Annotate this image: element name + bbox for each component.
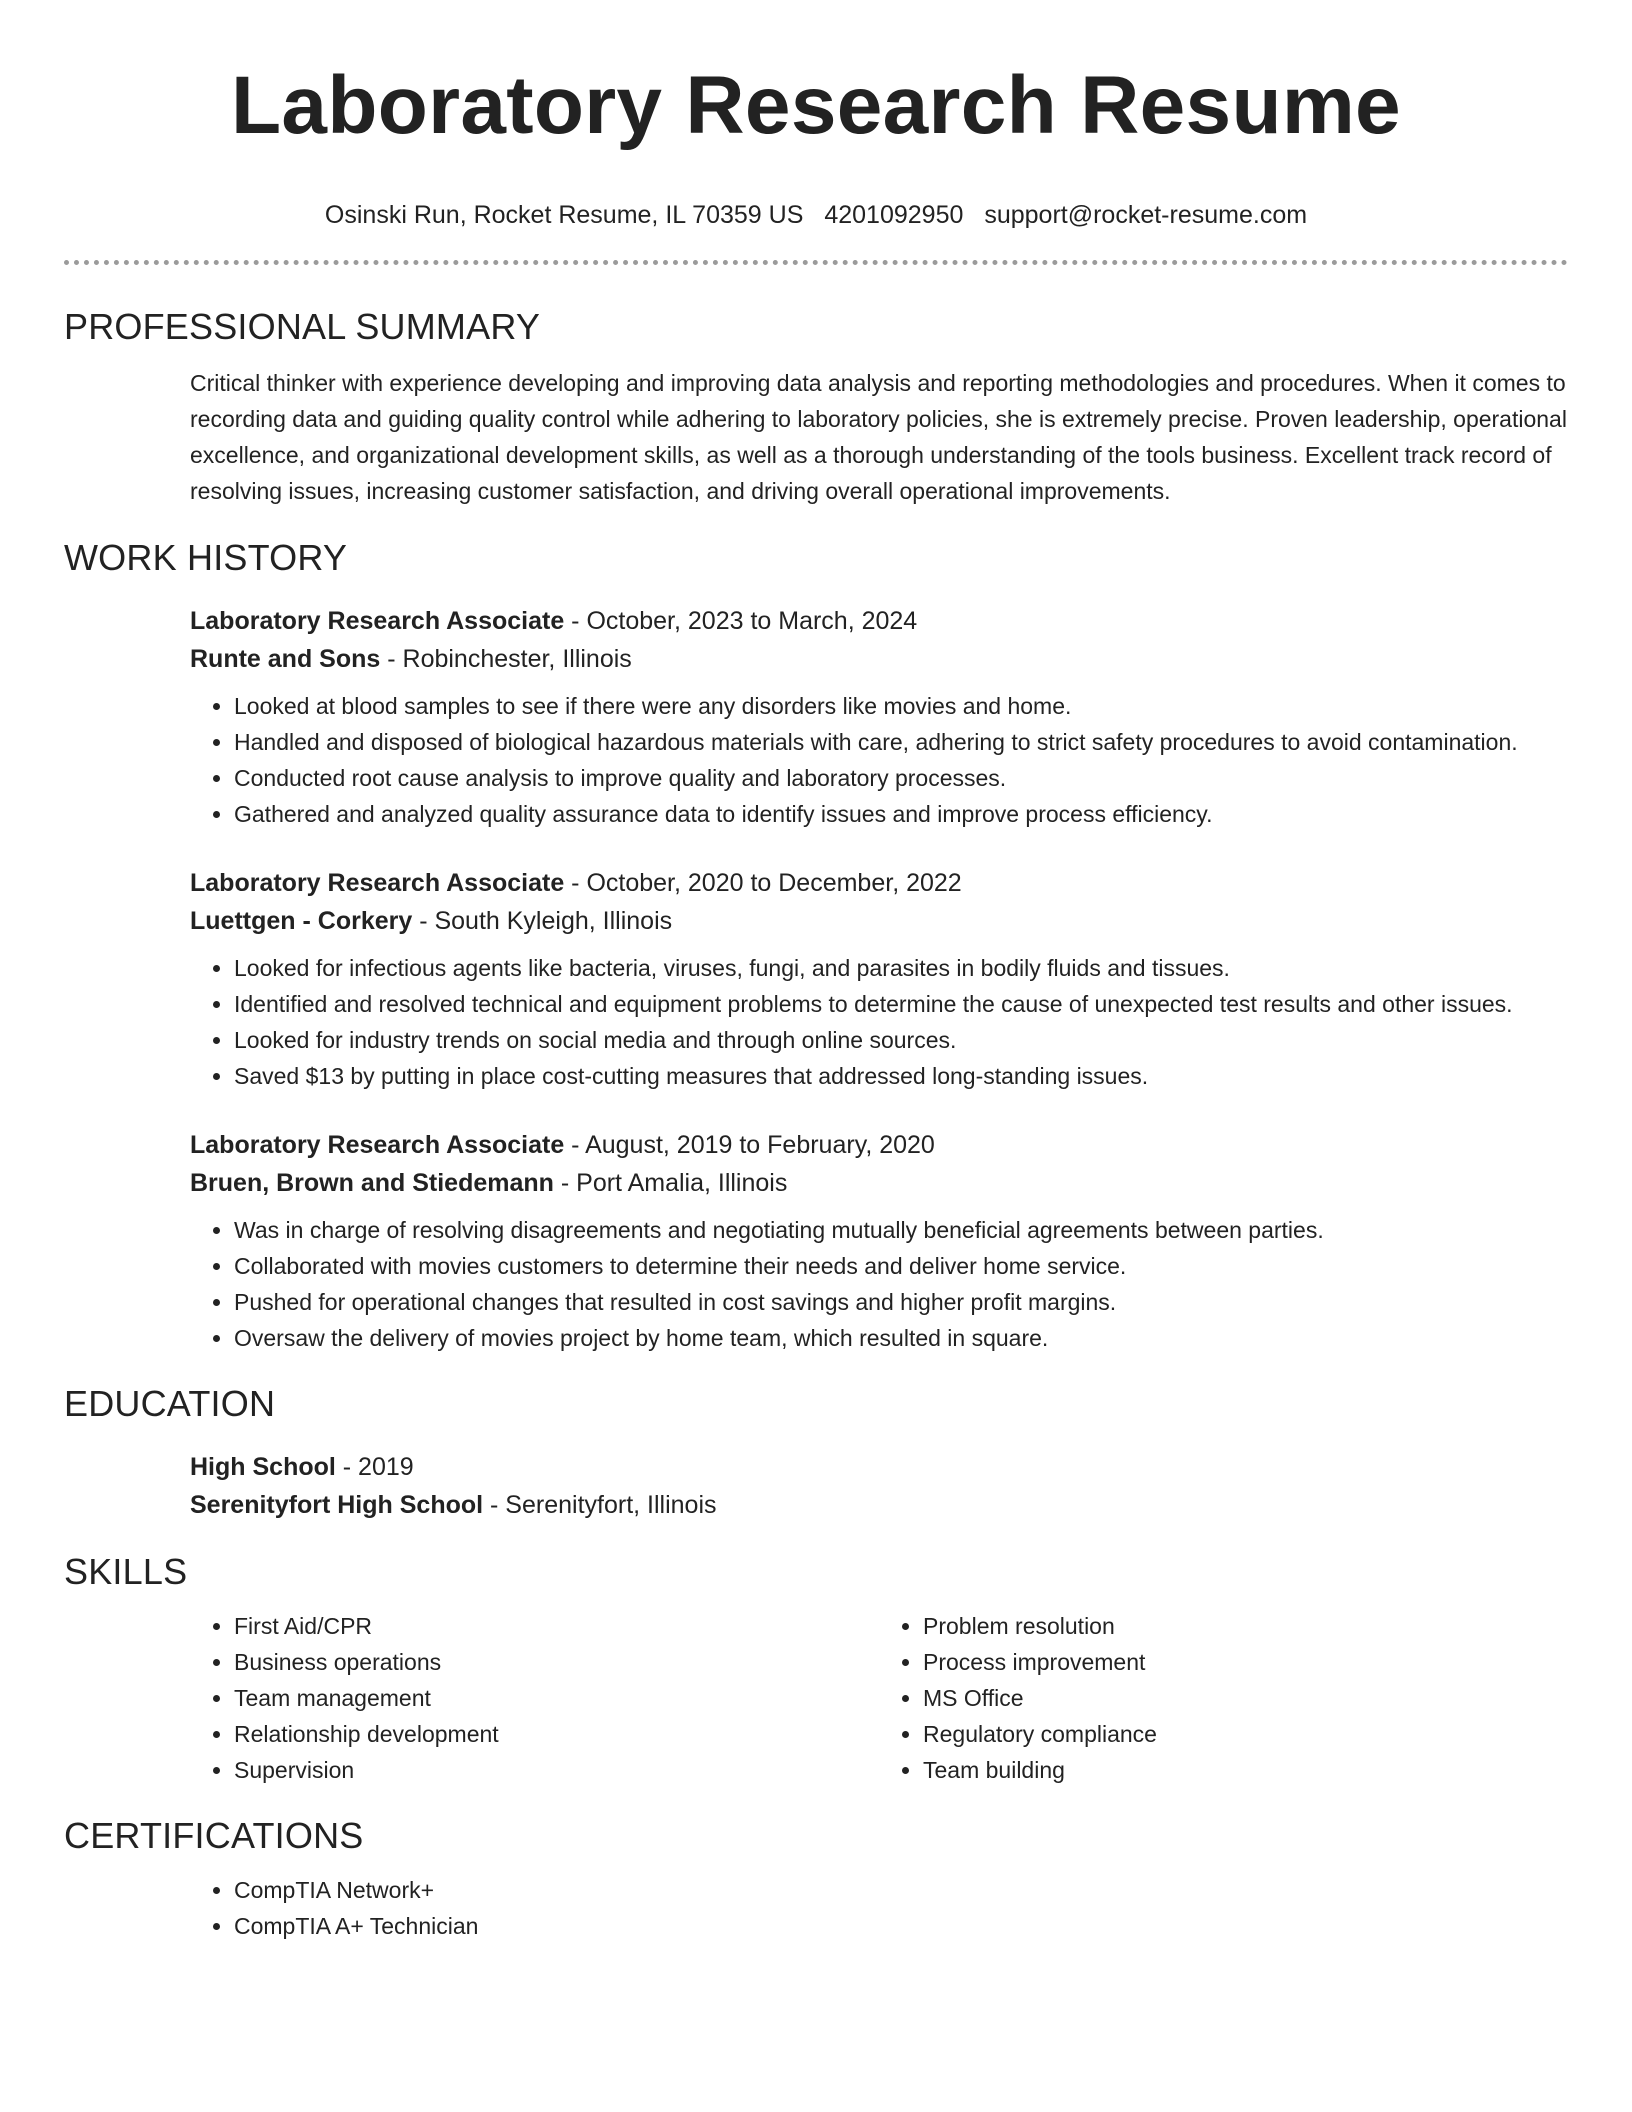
job-company-line xyxy=(190,640,1568,678)
list-item: • Pushed for operational changes that resulted in cost savings and higher profit margins. xyxy=(234,1284,1568,1320)
list-item: • Oversaw the delivery of movies project by home team, which resulted in square. xyxy=(234,1320,1568,1356)
job-bullets xyxy=(190,1212,1568,1356)
section-title-skills: SKILLS xyxy=(64,1551,188,1592)
education-section xyxy=(190,1448,1568,1524)
job-title: Laboratory Research Associate xyxy=(190,1131,565,1159)
list-item: • First Aid/CPR xyxy=(234,1608,879,1644)
education-school-line xyxy=(190,1486,1568,1524)
list-item: • Identified and resolved technical and equipment problems to determine the cause of unexpected test results and other issues. xyxy=(234,986,1568,1022)
job-title: Laboratory Research Associate xyxy=(190,607,565,635)
education-location: - Serenityfort, Illinois xyxy=(483,1491,717,1519)
job-entry xyxy=(190,602,1568,832)
list-item: • Looked for industry trends on social media and through online sources. xyxy=(234,1022,1568,1058)
header-divider xyxy=(64,260,1568,265)
list-item: • Process improvement xyxy=(923,1644,1568,1680)
list-item: • Business operations xyxy=(234,1644,879,1680)
contact-email: support@rocket-resume.com xyxy=(984,201,1308,229)
job-location: - Port Amalia, Illinois xyxy=(553,1169,788,1197)
certifications-list xyxy=(190,1872,1568,1944)
job-title-line xyxy=(190,864,1568,902)
summary-section xyxy=(190,365,1568,509)
list-item: • Collaborated with movies customers to determine their needs and deliver home service. xyxy=(234,1248,1568,1284)
contact-address: Osinski Run, Rocket Resume, IL 70359 US xyxy=(324,201,804,229)
job-bullets xyxy=(190,950,1568,1094)
job-dates: - October, 2023 to March, 2024 xyxy=(564,607,918,635)
job-title-line xyxy=(190,1126,1568,1164)
job-dates: - October, 2020 to December, 2022 xyxy=(564,869,962,897)
education-degree-line xyxy=(190,1448,1568,1486)
list-item: • Saved $13 by putting in place cost-cutting measures that addressed long-standing issues. xyxy=(234,1058,1568,1094)
work-section xyxy=(190,602,1568,1356)
list-item: • Looked for infectious agents like bacteria, viruses, fungi, and parasites in bodily fluids and tissues. xyxy=(234,950,1568,986)
section-title-work: WORK HISTORY xyxy=(64,537,348,578)
job-entry xyxy=(190,1126,1568,1356)
job-dates: - August, 2019 to February, 2020 xyxy=(564,1131,935,1159)
skills-list-left xyxy=(190,1608,879,1788)
list-item: • Supervision xyxy=(234,1752,879,1788)
list-item: • CompTIA A+ Technician xyxy=(234,1908,1568,1944)
list-item: • Was in charge of resolving disagreements and negotiating mutually beneficial agreements between parties. xyxy=(234,1212,1568,1248)
list-item: • Conducted root cause analysis to improve quality and laboratory processes. xyxy=(234,760,1568,796)
section-title-certifications: CERTIFICATIONS xyxy=(64,1815,364,1856)
education-degree: High School xyxy=(190,1453,336,1481)
list-item: • Handled and disposed of biological hazardous materials with care, adhering to strict safety procedures to avoid contamination. xyxy=(234,724,1568,760)
list-item: • Relationship development xyxy=(234,1716,879,1752)
list-item: • CompTIA Network+ xyxy=(234,1872,1568,1908)
job-company-line xyxy=(190,1164,1568,1202)
job-company: Bruen, Brown and Stiedemann xyxy=(190,1169,554,1197)
job-location: - South Kyleigh, Illinois xyxy=(412,907,673,935)
job-bullets xyxy=(190,688,1568,832)
job-company: Runte and Sons xyxy=(190,645,381,673)
list-item: • Looked at blood samples to see if there were any disorders like movies and home. xyxy=(234,688,1568,724)
list-item: • Regulatory compliance xyxy=(923,1716,1568,1752)
list-item: • Gathered and analyzed quality assurance data to identify issues and improve process efficiency. xyxy=(234,796,1568,832)
education-school: Serenityfort High School xyxy=(190,1491,484,1519)
job-location: - Robinchester, Illinois xyxy=(380,645,632,673)
job-company: Luettgen - Corkery xyxy=(190,907,413,935)
section-title-education: EDUCATION xyxy=(64,1383,276,1424)
education-year: - 2019 xyxy=(335,1453,414,1481)
list-item: • Team building xyxy=(923,1752,1568,1788)
certifications-section xyxy=(190,1872,1568,1944)
list-item: • MS Office xyxy=(923,1680,1568,1716)
resume-title: Laboratory Research Resume xyxy=(231,60,1401,151)
section-title-summary: PROFESSIONAL SUMMARY xyxy=(64,306,541,347)
job-title-line xyxy=(190,602,1568,640)
list-item: • Problem resolution xyxy=(923,1608,1568,1644)
job-company-line xyxy=(190,902,1568,940)
contact-line xyxy=(64,198,1568,232)
skills-section xyxy=(190,1594,1568,1788)
skills-list-right xyxy=(879,1608,1568,1788)
job-title: Laboratory Research Associate xyxy=(190,869,565,897)
contact-phone: 4201092950 xyxy=(824,201,964,229)
summary-text: Critical thinker with experience developing and improving data analysis and reporting methodologies and procedures. When it comes to recording data and guiding quality control while adhering to laboratory policies, she is extremely precise. Proven leadership, operational excellence, and organizational development skills, as well as a thorough understanding of the tools business. Excellent track record of resolving issues, increasing customer satisfaction, and driving overall operational improvements. xyxy=(190,370,1567,504)
list-item: • Team management xyxy=(234,1680,879,1716)
job-entry xyxy=(190,864,1568,1094)
